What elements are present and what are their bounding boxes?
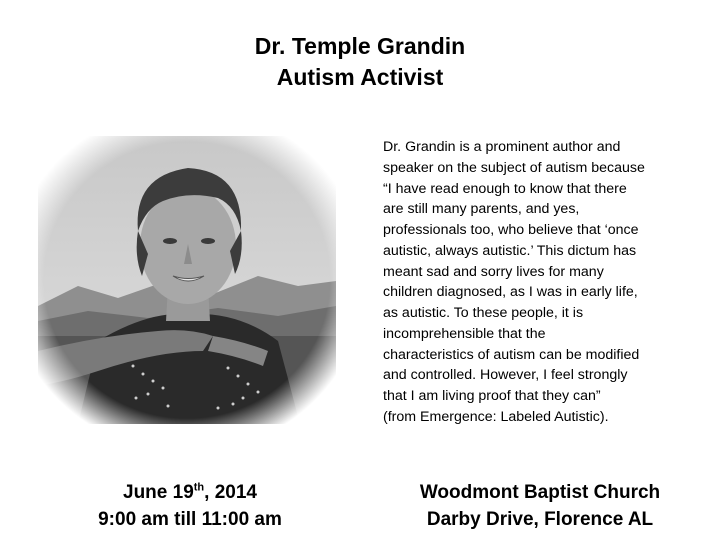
quote-line: are still many parents, and yes, — [383, 201, 580, 218]
title-block — [0, 31, 720, 93]
event-time: 9:00 am till 11:00 am — [98, 509, 282, 530]
page-title: Dr. Temple Grandin — [254, 33, 466, 59]
quote-line: incomprehensible that the — [383, 325, 546, 342]
quote-line: and controlled. However, I feel strongly — [383, 367, 628, 384]
quote-text — [383, 137, 703, 428]
venue-name: Woodmont Baptist Church — [419, 482, 661, 503]
event-datetime — [60, 479, 320, 533]
quote-line: professionals too, who believe that ‘once — [383, 222, 639, 238]
page-subtitle: Autism Activist — [276, 64, 444, 90]
quote-line: Dr. Grandin is a prominent author and — [383, 139, 621, 155]
portrait-photo — [38, 136, 336, 424]
quote-line: meant sad and sorry lives for many — [383, 263, 604, 280]
quote-line: “I have read enough to know that there — [383, 180, 627, 197]
event-date: June 19th, 2014 — [123, 481, 257, 503]
quote-line: as autistic. To these people, it is — [383, 305, 584, 321]
quote-line: (from Emergence: Labeled Autistic). — [383, 408, 609, 425]
event-location — [390, 479, 690, 533]
quote-line: characteristics of autism can be modified — [383, 346, 640, 363]
venue-address: Darby Drive, Florence AL — [426, 509, 654, 530]
quote-line: that I am living proof that they can” — [383, 388, 601, 404]
quote-line: autistic, always autistic.’ This dictum has — [383, 242, 637, 259]
quote-line: children diagnosed, as I was in early life, — [383, 284, 638, 301]
quote-line: speaker on the subject of autism because — [383, 159, 645, 176]
